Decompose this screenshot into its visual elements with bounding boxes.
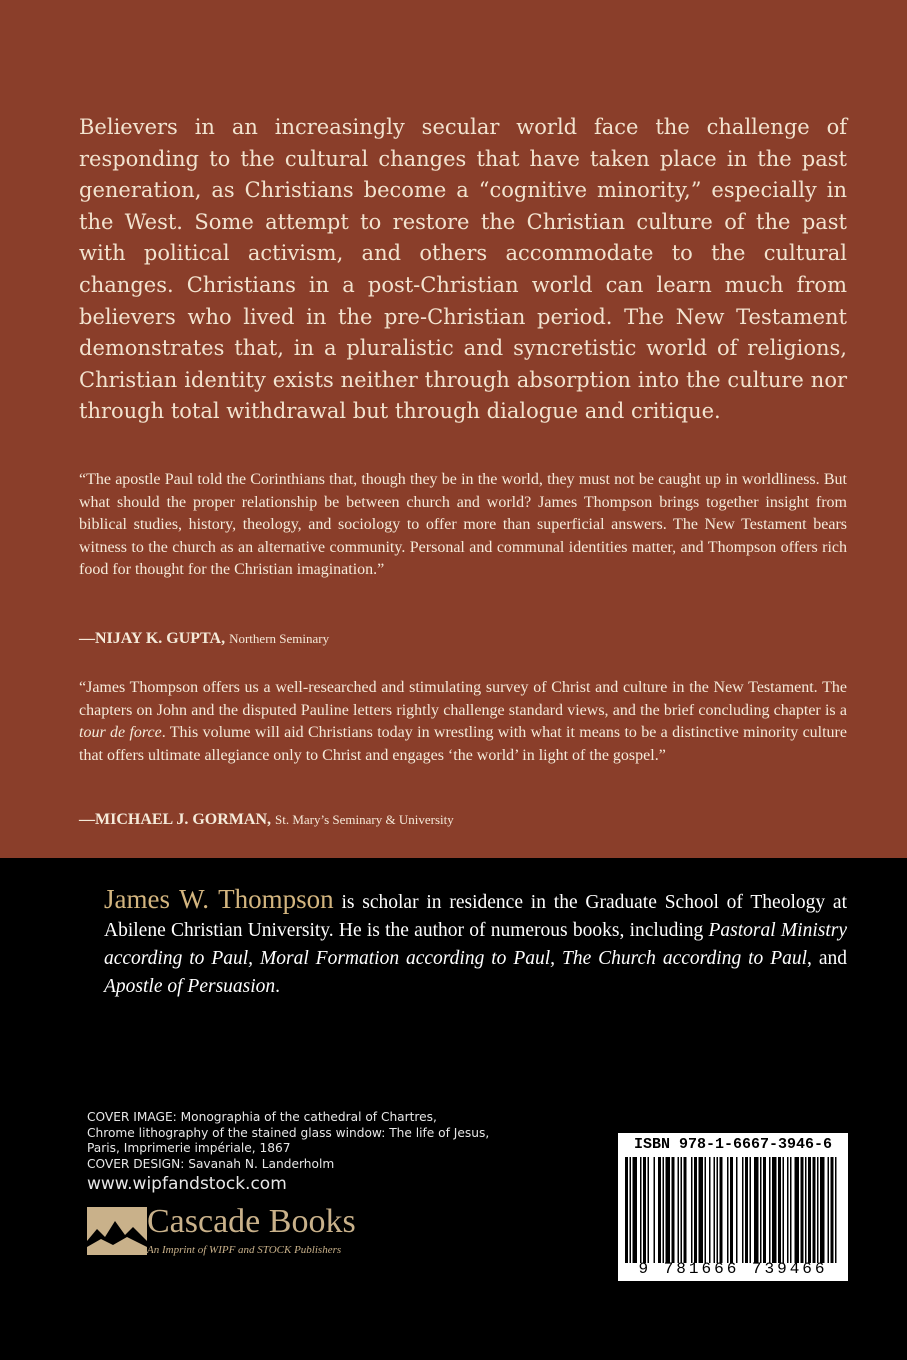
- book-description: Believers in an increasingly secular world face the challenge of responding to the cultural changes that have taken place in the past generation, as Christians become a “cognitive minority,” especially in the West. Some attempt to restore the Christian culture of the past with political activism, and others accommodate to the cultural changes. Christians in a post-Christian world can learn much from believers who lived in the pre-Christian period. The New Testament demonstrates that, in a pluralistic and syncretistic world of religions, Christian identity exists neither through absorption into the culture nor through total withdrawal but through dialogue and critique.: [79, 115, 847, 424]
- quote-2-italic: tour de force: [79, 724, 162, 741]
- endorser-affiliation-2: St. Mary’s Seminary & University: [275, 812, 454, 827]
- author-name: James W. Thompson: [104, 884, 334, 914]
- barcode-bars: [625, 1157, 841, 1263]
- bio-books-2: Apostle of Persuasion: [104, 976, 276, 997]
- publisher-name: Cascade Books: [147, 1203, 356, 1240]
- bio-text-1: is scholar in residence in the Graduate School of Theology at Abilene Christian University. He is the author of numerous books, including: [104, 892, 847, 941]
- endorser-affiliation-1: Northern Seminary: [229, 631, 330, 646]
- isbn-label: ISBN 978-1-6667-3946-6: [633, 1136, 833, 1153]
- endorser-name-2: —MICHAEL J. GORMAN,: [79, 811, 271, 828]
- author-bio: [104, 885, 847, 1001]
- bio-text-2: , and: [807, 948, 848, 969]
- quote-2-part-1: “James Thompson offers us a well-researched and stimulating survey of Christ and culture in the New Testament. The chapters on John and the disputed Pauline letters rightly challenge standard views, and the brief concluding chapter is a: [79, 679, 847, 719]
- credit-line-1: COVER IMAGE: Monographia of the cathedral of Chartres,: [87, 1110, 437, 1124]
- endorsement-attribution-1: [79, 630, 329, 648]
- credit-line-2: Chrome lithography of the stained glass window: The life of Jesus,: [87, 1125, 490, 1140]
- bio-text-3: .: [275, 976, 281, 997]
- cover-credits: [87, 1110, 607, 1172]
- endorsement-quote-2: [79, 677, 847, 767]
- bio-books-1: Pastoral Ministry according to Paul, Moral Formation according to Paul, The Church according to Paul: [104, 920, 847, 969]
- endorser-name-1: —NIJAY K. GUPTA,: [79, 630, 226, 647]
- credit-line-3: Paris, Imprimerie impériale, 1867: [87, 1141, 291, 1156]
- barcode-digits: 9 781666 739466: [638, 1260, 828, 1278]
- endorsement-attribution-2: [79, 811, 454, 829]
- publisher-url: www.wipfandstock.com: [87, 1174, 287, 1194]
- cascade-mountain-logo-icon: [87, 1207, 147, 1255]
- credit-line-4: COVER DESIGN: Savanah N. Landerholm: [87, 1156, 335, 1171]
- publisher-imprint: An Imprint of WIPF and STOCK Publishers: [147, 1244, 342, 1256]
- quote-2-part-2: . This volume will aid Christians today in wrestling with what it means to be a distinctive minority culture that offers ultimate allegiance only to Christ and engages ‘the world’ in light of the gospel.”: [79, 724, 847, 764]
- endorsement-quote-1: “The apostle Paul told the Corinthians that, though they be in the world, they must not be caught up in worldliness. But what should the proper relationship be between church and world? James Thompson brings together insight from biblical studies, history, theology, and sociology to offer more than superficial answers. The New Testament bears witness to the church as an alternative community. Personal and communal identities matter, and Thompson offers rich food for thought for the Christian imagination.”: [79, 471, 847, 578]
- isbn-barcode: [618, 1133, 848, 1281]
